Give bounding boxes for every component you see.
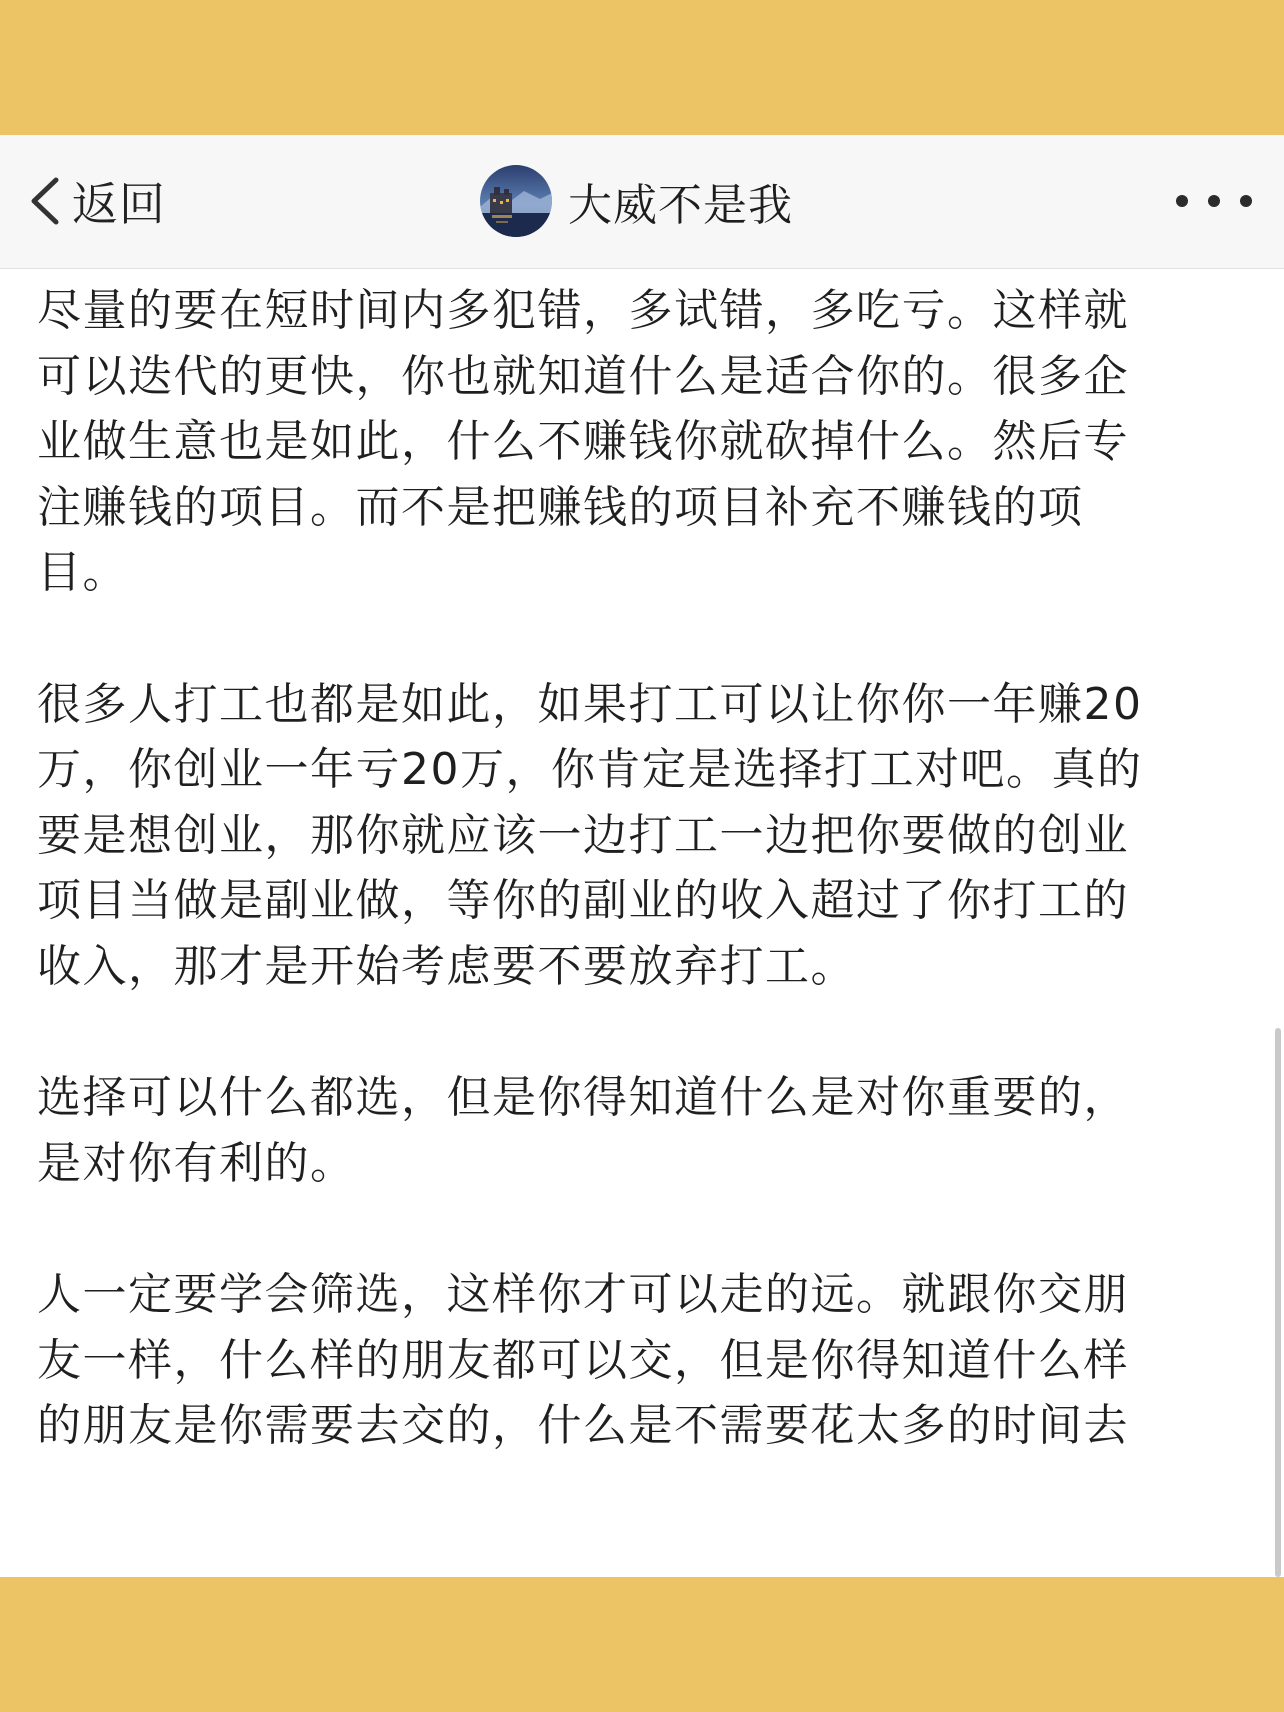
page-title: 大威不是我	[568, 180, 793, 231]
more-button[interactable]	[1176, 185, 1252, 217]
profile-header[interactable]	[480, 164, 793, 238]
back-button[interactable]	[26, 170, 166, 232]
navigation-bar	[0, 135, 1284, 269]
article-paragraph: 人一定要学会筛选，这样你才可以走的远。就跟你交朋 友一样，什么样的朋友都可以交，但是你得知道什么样 的朋友是你需要去交的，什么是不需要花太多的时间去	[37, 1268, 1129, 1452]
vertical-scrollbar[interactable]	[1275, 1028, 1281, 1577]
chevron-left-icon	[26, 170, 66, 232]
app-screen	[0, 135, 1284, 1577]
article-paragraph: 选择可以什么都选，但是你得知道什么是对你重要的， 是对你有利的。	[37, 1072, 1129, 1189]
article-paragraph: 尽量的要在短时间内多犯错，多试错，多吃亏。这样就 可以迭代的更快，你也就知道什么是适合你的。很多企 业做生意也是如此，什么不赚钱你就砍掉什么。然后专 注赚钱的项目。而不是把赚钱的项目补充不赚钱的项 目。	[37, 285, 1129, 599]
more-horizontal-icon	[1176, 195, 1188, 207]
more-horizontal-icon	[1208, 195, 1220, 207]
more-horizontal-icon	[1240, 195, 1252, 207]
bottom-banner	[0, 1577, 1284, 1712]
article-body	[37, 278, 1242, 1459]
article-paragraph: 很多人打工也都是如此，如果打工可以让你你一年赚20 万，你创业一年亏20万，你肯定是选择打工对吧。真的 要是想创业，那你就应该一边打工一边把你要做的创业 项目当做是副业做，等你的副业的收入超过了你打工的 收入，那才是开始考虑要不要放弃打工。	[37, 678, 1143, 992]
top-banner	[0, 0, 1284, 135]
avatar[interactable]	[480, 165, 552, 237]
back-label: 返回	[72, 177, 166, 231]
